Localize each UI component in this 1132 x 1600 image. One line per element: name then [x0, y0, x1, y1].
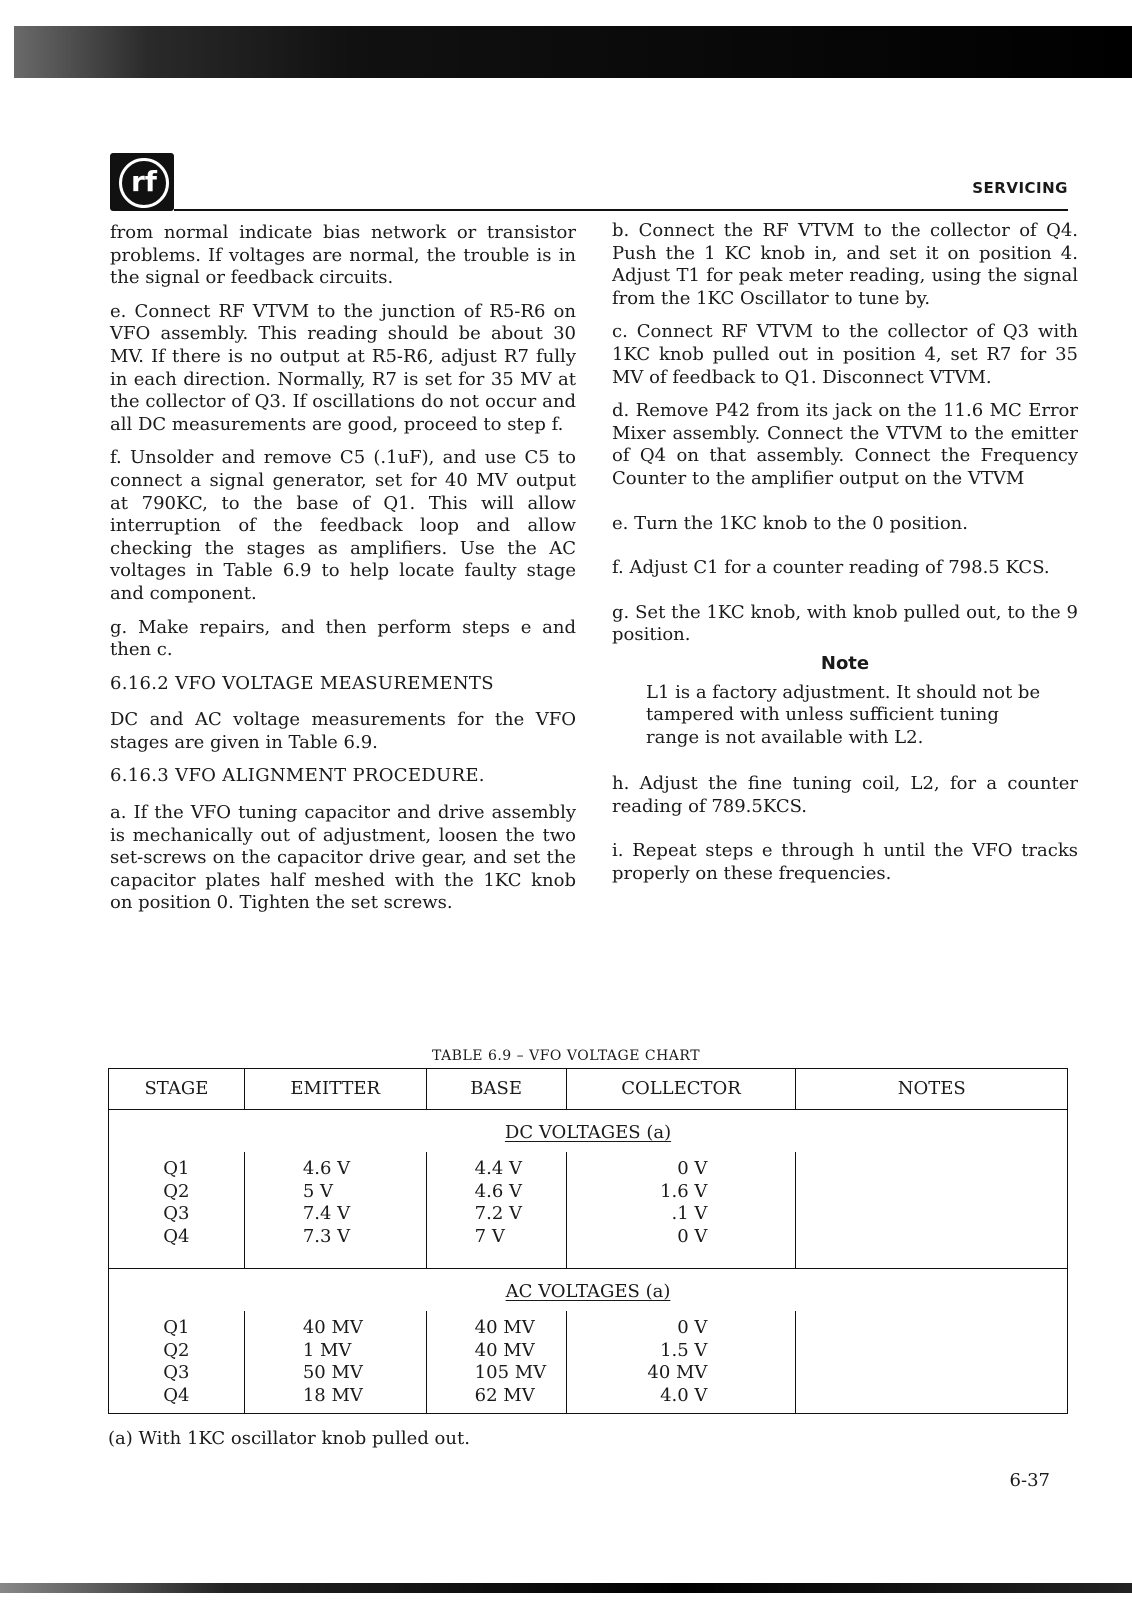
scan-bottom-bar	[0, 1583, 1132, 1593]
table-cell: 0 V	[677, 1317, 708, 1338]
table-cell: 1.5 V	[660, 1339, 708, 1361]
header-emitter: EMITTER	[244, 1069, 426, 1110]
paragraph-6-16-2: DC and AC voltage measurements for the VFO stages are given in Table 6.9.	[110, 709, 576, 753]
table-cell: Q2	[163, 1180, 190, 1202]
vfo-voltage-table	[108, 1068, 1068, 1414]
table-cell: 7.4 V	[302, 1203, 351, 1224]
paragraph-step-e-right: e. Turn the 1KC knob to the 0 position.	[612, 512, 968, 534]
dc-base-cell	[426, 1152, 566, 1269]
section-title: SERVICING	[972, 179, 1068, 197]
header-collector: COLLECTOR	[566, 1069, 796, 1110]
table-cell: 40 MV	[474, 1339, 535, 1361]
heading-6-16-3: 6.16.3 VFO ALIGNMENT PROCEDURE.	[110, 765, 485, 787]
table-caption: TABLE 6.9 – VFO VOLTAGE CHART	[432, 1048, 701, 1064]
header-rule	[174, 209, 1068, 211]
paragraph-step-d: d. Remove P42 from its jack on the 11.6 MC Error Mixer assembly. Connect the VTVM to the emitter of Q4 on that assembly. Connect the Frequency Counter to the amplifier output on the VTVM	[612, 400, 1078, 489]
page-number: 6-37	[1009, 1470, 1050, 1491]
table-cell: Q2	[163, 1339, 190, 1361]
paragraph-step-f: f. Unsolder and remove C5 (.1uF), and use C5 to connect a signal generator, set for 40 MV output at 790KC, to the base of Q1. This will allow interruption of the feedback loop and allow checking the stages as amplifiers. Use the AC voltages in Table 6.9 to help locate faulty stage and component.	[110, 447, 576, 604]
dc-notes-cell	[796, 1152, 1068, 1269]
header-base: BASE	[426, 1069, 566, 1110]
table-cell: 4.4 V	[474, 1158, 523, 1179]
ac-data-row	[109, 1311, 1068, 1414]
table-cell: Q1	[163, 1317, 190, 1338]
ac-voltages-label: AC VOLTAGES (a)	[505, 1281, 671, 1302]
ac-stage-cell	[109, 1311, 245, 1414]
right-column	[612, 220, 1078, 897]
table-cell: Q1	[163, 1158, 190, 1179]
table-cell: Q4	[163, 1225, 190, 1247]
ac-emitter-cell	[244, 1311, 426, 1414]
paragraph-step-a: a. If the VFO tuning capacitor and drive assembly is mechanically out of adjustment, loosen the two set-screws on the capacitor drive gear, and set the capacitor plates half meshed with the 1KC knob on position 0. Tighten the set screws.	[110, 802, 576, 914]
table-cell: 1 MV	[302, 1339, 352, 1361]
ac-notes-cell	[796, 1311, 1068, 1414]
table-header-row	[109, 1069, 1068, 1110]
table-cell: 7.3 V	[302, 1225, 351, 1247]
table-cell: 4.0 V	[660, 1384, 708, 1406]
note-body: L1 is a factory adjustment. It should not be tampered with unless sufficient tuning range is not available with L2.	[646, 681, 1041, 748]
table-cell: 18 MV	[302, 1384, 363, 1406]
table-cell: Q3	[163, 1362, 190, 1383]
dc-collector-cell	[566, 1152, 796, 1269]
table-cell: 7.2 V	[474, 1203, 523, 1224]
paragraph-step-e: e. Connect RF VTVM to the junction of R5-R6 on VFO assembly. This reading should be about 30 MV. If there is no output at R5-R6, adjust R7 fully in each direction. Normally, R7 is set for 35 MV at the collector of Q3. If oscillations do not occur and all DC measurements are good, proceed to step f.	[110, 300, 576, 435]
table-cell: 5 V	[302, 1180, 334, 1202]
header-notes: NOTES	[796, 1069, 1068, 1110]
paragraph-continuation: from normal indicate bias network or transistor problems. If voltages are normal, the trouble is in the signal or feedback circuits.	[110, 222, 576, 289]
table-cell: 4.6 V	[474, 1180, 523, 1202]
scan-top-bar	[14, 26, 1132, 78]
table-cell: 4.6 V	[302, 1158, 351, 1179]
dc-voltages-label: DC VOLTAGES (a)	[504, 1122, 672, 1143]
table-footnote: (a) With 1KC oscillator knob pulled out.	[108, 1428, 470, 1449]
table-cell: 7 V	[474, 1225, 505, 1247]
ac-collector-cell	[566, 1311, 796, 1414]
table-cell: 0 V	[677, 1158, 708, 1179]
table-cell: 0 V	[677, 1225, 708, 1247]
dc-stage-cell	[109, 1152, 245, 1269]
table-cell: Q4	[163, 1384, 190, 1406]
ac-base-cell	[426, 1311, 566, 1414]
table-cell: 1.6 V	[660, 1180, 708, 1202]
table-cell: 40 MV	[474, 1317, 535, 1338]
header-stage: STAGE	[109, 1069, 245, 1110]
rf-logo-text: rf	[119, 158, 169, 208]
paragraph-step-g-right: g. Set the 1KC knob, with knob pulled out, to the 9 position.	[612, 601, 1078, 646]
table-cell: .1 V	[671, 1203, 708, 1224]
paragraph-step-f-right: f. Adjust C1 for a counter reading of 798.5 KCS.	[612, 557, 1050, 579]
note-title: Note	[820, 652, 870, 674]
paragraph-step-c: c. Connect RF VTVM to the collector of Q3 with 1KC knob pulled out in position 4, set R7 for 35 MV of feedback to Q1. Disconnect VTVM.	[612, 321, 1078, 388]
table-cell: 50 MV	[302, 1362, 363, 1383]
paragraph-step-b: b. Connect the RF VTVM to the collector of Q4. Push the 1 KC knob in, and set it on position 4. Adjust T1 for peak meter reading, using the signal from the 1KC Oscillator to tune by.	[612, 220, 1078, 309]
paragraph-step-h: h. Adjust the fine tuning coil, L2, for a counter reading of 789.5KCS.	[612, 773, 1078, 817]
table-cell: 62 MV	[474, 1384, 535, 1406]
heading-6-16-2: 6.16.2 VFO VOLTAGE MEASUREMENTS	[110, 672, 494, 694]
table-cell: Q3	[163, 1203, 190, 1224]
table-cell: 105 MV	[474, 1362, 547, 1383]
dc-band-row	[109, 1110, 1068, 1153]
table-cell: 40 MV	[647, 1362, 708, 1383]
ac-band-row	[109, 1269, 1068, 1312]
paragraph-step-g: g. Make repairs, and then perform steps e and then c.	[110, 616, 576, 661]
rf-logo	[110, 153, 174, 211]
dc-data-row	[109, 1152, 1068, 1269]
dc-emitter-cell	[244, 1152, 426, 1269]
left-column	[110, 222, 576, 926]
paragraph-step-i: i. Repeat steps e through h until the VFO tracks properly on these frequencies.	[612, 840, 1078, 885]
table-cell: 40 MV	[302, 1317, 363, 1338]
